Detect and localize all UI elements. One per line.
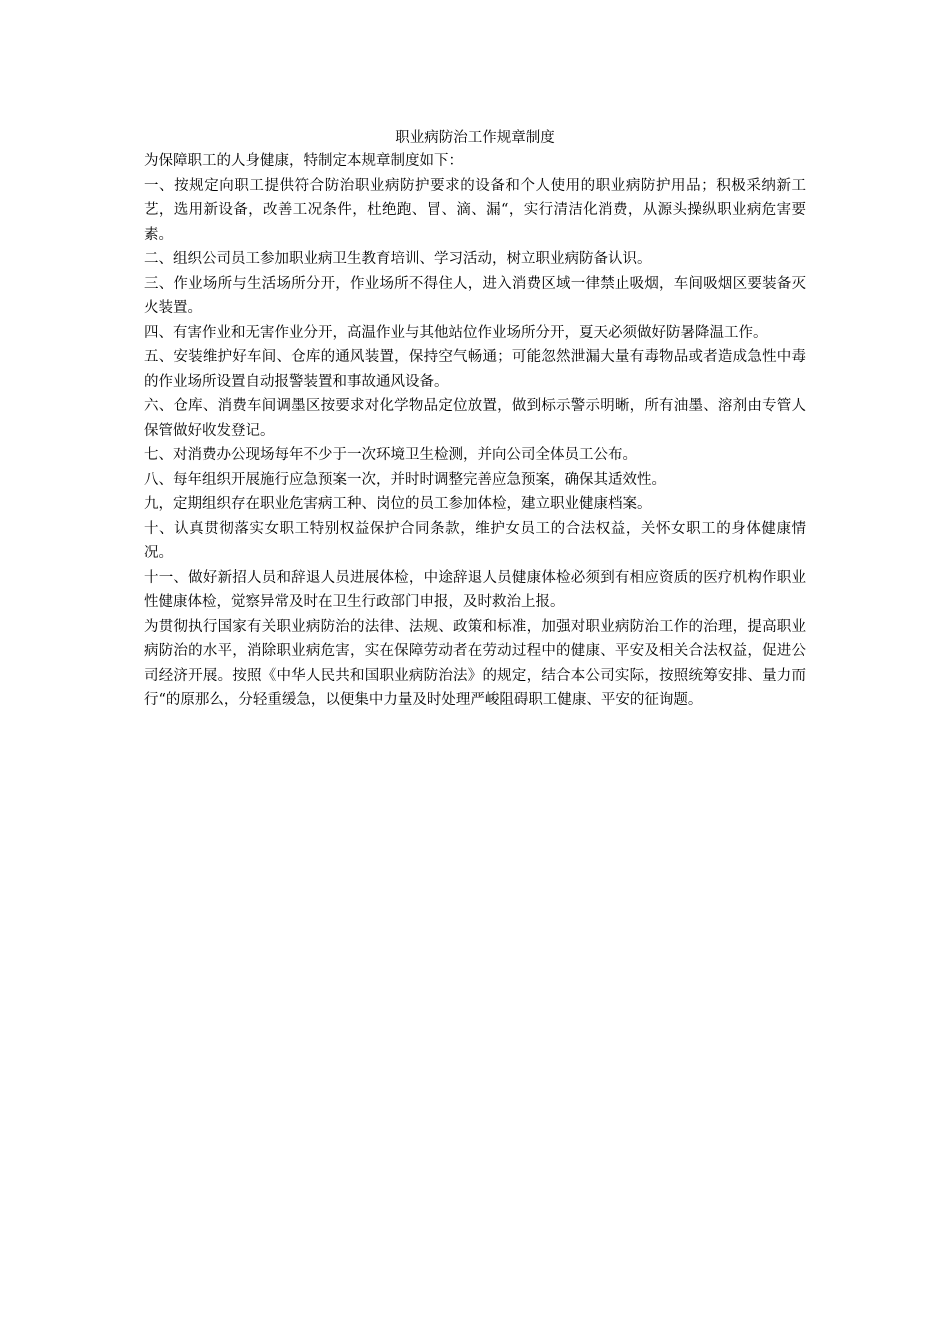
rule-4-paragraph: 四、有害作业和无害作业分开，高温作业与其他站位作业场所分开，夏天必须做好防暑降温工作。 [144, 324, 768, 341]
rule-9-paragraph: 九，定期组织存在职业危害病工种、岗位的员工参加体检，建立职业健康档案。 [144, 496, 652, 512]
document-page [144, 128, 806, 713]
intro-paragraph: 为保障职工的人身健康，特制定本规章制度如下： [144, 153, 463, 169]
rule-2-paragraph: 二、组织公司员工参加职业病卫生教育培训、学习活动，树立职业病防备认识。 [144, 251, 652, 267]
rule-8-paragraph: 八、每年组织开展施行应急预案一次，并时时调整完善应急预案，确保其适效性。 [144, 471, 666, 488]
rule-3-paragraph: 三、作业场所与生活场所分开，作业场所不得住人，进入消费区域一律禁止吸烟，车间吸烟区要装备灭火装置。 [144, 275, 806, 316]
rule-6-paragraph: 六、仓库、消费车间调墨区按要求对化学物品定位放置，做到标示警示明晰，所有油墨、溶剂由专管人保管做好收发登记。 [144, 398, 806, 439]
rule-1-paragraph: 一、按规定向职工提供符合防治职业病防护要求的设备和个人使用的职业病防护用品；积极采纳新工艺，选用新设备，改善工况条件，杜绝跑、冒、滴、漏“，实行清洁化消费，从源头操纵职业病危害要素。 [144, 177, 806, 243]
rule-7-paragraph: 七、对消费办公现场每年不少于一次环境卫生检测，并向公司全体员工公布。 [144, 447, 637, 463]
rule-5-paragraph: 五、安装维护好车间、仓库的通风装置，保持空气畅通；可能忽然泄漏大量有毒物品或者造成急性中毒的作业场所设置自动报警装置和事故通风设备。 [144, 349, 806, 390]
rule-10-paragraph: 十、认真贯彻落实女职工特别权益保护合同条款，维护女员工的合法权益，关怀女职工的身体健康情况。 [144, 520, 806, 561]
document-title: 职业病防治工作规章制度 [395, 130, 555, 146]
rule-11-paragraph: 十一、做好新招人员和辞退人员进展体检，中途辞退人员健康体检必须到有相应资质的医疗机构作职业性健康体检，觉察异常及时在卫生行政部门申报，及时救治上报。 [144, 569, 806, 610]
closing-paragraph: 为贯彻执行国家有关职业病防治的法律、法规、政策和标准，加强对职业病防治工作的治理，提高职业病防治的水平，消除职业病危害，实在保障劳动者在劳动过程中的健康、平安及相关合法权益，促进公司经济开展。按照《中华人民共和国职业病防治法》的规定，结合本公司实际，按照统筹安排、量力而行“的原那么，分轻重缓急，以便集中力量及时处理严峻阻碍职工健康、平安的征询题。 [144, 618, 806, 708]
